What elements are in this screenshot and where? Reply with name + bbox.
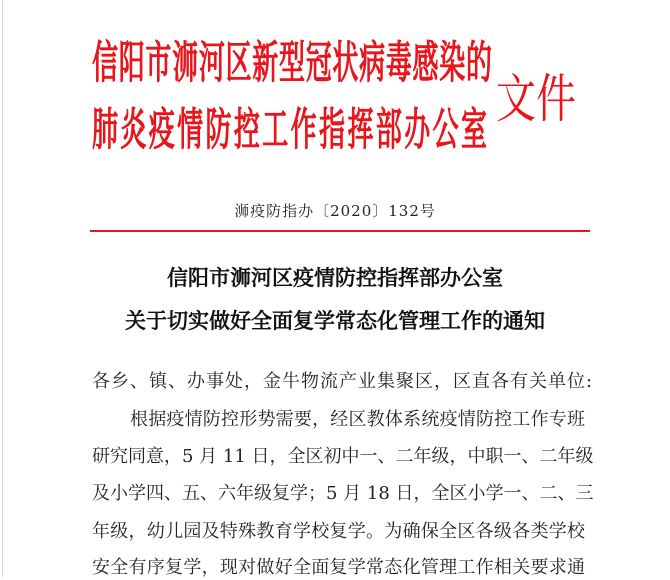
body-line: 根据疫情防控形势需要，经区教体系统疫情防控工作专班: [130, 409, 585, 430]
org-name-line-1: 信阳市浉河区新型冠状病毒感染的: [92, 38, 487, 90]
body-line: 年级，幼儿园及特殊教育学校复学。为确保全区各级各类学校: [92, 521, 585, 542]
addressee: 各乡、镇、办事处，金牛物流产业集聚区，区直各有关单位:: [92, 371, 594, 392]
document-number: 浉疫防指办〔2020〕132号: [234, 202, 436, 220]
notice-title-line-1: 信阳市浉河区疫情防控指挥部办公室: [167, 265, 503, 290]
org-name-line-2: 肺炎疫情防控工作指挥部办公室: [92, 105, 487, 157]
notice-title-line-2: 关于切实做好全面复学常态化管理工作的通知: [125, 308, 545, 333]
red-divider: [90, 230, 590, 232]
body-line: 研究同意，5 月 11 日，全区初中一、二年级，中职一、二年级: [92, 446, 594, 467]
body-line: 安全有序复学，现对做好全面复学常态化管理工作相关要求通: [92, 557, 585, 578]
body-line: 及小学四、五、六年级复学；5 月 18 日，全区小学一、二、三: [92, 483, 594, 504]
doc-type-label: 文件: [496, 70, 576, 130]
